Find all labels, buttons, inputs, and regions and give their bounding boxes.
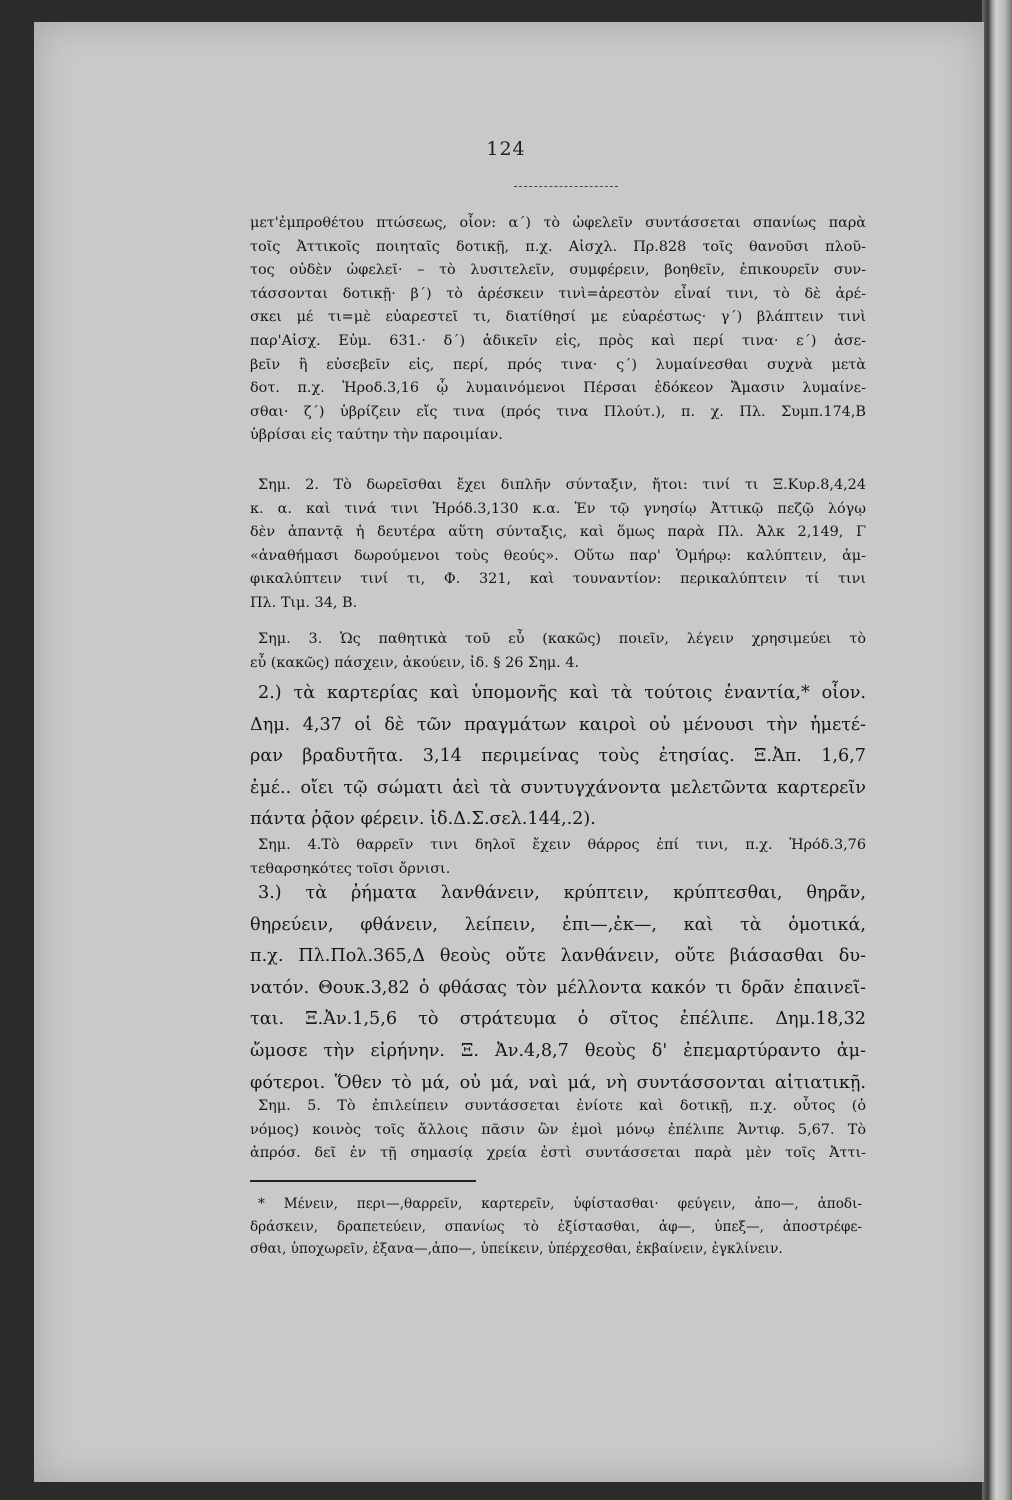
text-line: παρ'Αἰσχ. Εὐμ. 631.· δ΄) ἀδικεῖν εἰς, πρὸς καὶ περί τινα· ε΄) ἀσε-: [250, 332, 866, 349]
scan-edge: [982, 0, 1012, 1500]
text-line: ἐμέ.. οἴει τῷ σώματι ἀεὶ τὰ συντυγχάνοντα μελετῶντα καρτερεῖν: [250, 777, 866, 798]
text-line: Σημ. 5. Τὸ ἐπιλείπειν συντάσσεται ἐνίοτε καὶ δοτικῇ, π.χ. οὗτος (ὁ: [258, 1098, 866, 1114]
footnote-rule: [250, 1180, 476, 1182]
text-line: τάσσονται δοτικῇ· β΄) τὸ ἀρέσκειν τινὶ=ἀρεστὸν εἶναί τινι, τὸ δὲ ἀρέ-: [250, 285, 866, 302]
text-line: νατόν. Θουκ.3,82 ὁ φθάσας τὸν μέλλοντα κακόν τι δρᾶν ἐπαινεῖ-: [250, 977, 866, 998]
text-line: Σημ. 3. Ὡς παθητικὰ τοῦ εὖ (κακῶς) ποιεῖν, λέγειν χρησιμεύει τὸ: [258, 631, 866, 647]
footnote: [250, 1193, 862, 1261]
text-line: 2.) τὰ καρτερίας καὶ ὑπομονῆς καὶ τὰ τούτοις ἐναντία,* οἷον.: [258, 683, 866, 703]
text-line: σκει μέ τι=μὲ εὐαρεστεῖ τι, διατίθησί με εὐαρέστως· γ΄) βλάπτειν τινὶ: [250, 309, 866, 326]
text-line: κ. α. καὶ τινά τινι Ἡρόδ.3,130 κ.α. Ἐν τῷ γνησίῳ Ἀττικῷ πεζῷ λόγῳ: [250, 500, 866, 517]
text-line: ἀπρόσ. δεῖ ἐν τῇ σημασίᾳ χρεία ἐστὶ συντάσσεται παρὰ μὲν τοῖς Ἀττι-: [250, 1145, 866, 1162]
text-line: τοῖς Ἀττικοῖς ποιηταῖς δοτικῇ, π.χ. Αἰσχλ. Πρ.828 τοῖς θανοῦσι πλοῦ-: [250, 238, 866, 255]
paragraph-intro: [250, 212, 866, 448]
text-line: βεῖν ἢ εὐσεβεῖν εἰς, περί, πρός τινα· ς΄) λυμαίνεσθαι συχνὰ μετὰ: [250, 356, 866, 373]
text-line: τεθαρσηκότες τοῖσι ὄρνισι.: [250, 860, 451, 877]
text-line: δοτ. π.χ. Ἡροδ.3,16 ᾧ λυμαινόμενοι Πέρσαι ἐδόκεον Ἄμασιν λυμαίνε-: [250, 380, 866, 397]
text-line: ὤμοσε τὴν εἰρήνην. Ξ. Ἀν.4,8,7 θεοὺς δ' ἐπεμαρτύραντο ἀμ-: [250, 1040, 866, 1061]
text-line: σθαι· ζ΄) ὑβρίζειν εἴς τινα (πρός τινα Πλούτ.), π. χ. Πλ. Συμπ.174,Β: [250, 403, 866, 420]
text-line: Σημ. 4.Τὸ θαρρεῖν τινι δηλοῖ ἔχειν θάρρος ἐπί τινι, π.χ. Ἡρόδ.3,76: [258, 837, 866, 853]
page-number: 124: [486, 138, 526, 160]
footnote-line: σθαι, ὑποχωρεῖν, ἐξανα—,ἀπο—, ὑπείκειν, ὑπέρχεσθαι, ἐκβαίνειν, ἐγκλίνειν.: [250, 1241, 783, 1257]
text-line: «ἀναθήμασι δωρούμενοι τοὺς θεούς». Οὕτω παρ' Ὁμήρῳ: καλύπτειν, ἀμ-: [250, 547, 866, 564]
text-line: δὲν ἀπαντᾷ ἡ δευτέρα αὕτη σύνταξις, καὶ ὅμως παρὰ Πλ. Ἀλκ 2,149, Γ: [250, 524, 866, 541]
text-line: ραν βραδυτῆτα. 3,14 περιμείνας τοὺς ἐτησίας. Ξ.Ἀπ. 1,6,7: [250, 746, 866, 767]
text-line: θηρεύειν, φθάνειν, λείπειν, ἐπι—,ἐκ—, καὶ τὰ ὁμοτικά,: [250, 914, 866, 935]
section-2: [250, 678, 866, 836]
note-4: [250, 834, 866, 881]
text-line: Πλ. Τιμ. 34, Β.: [250, 594, 358, 611]
text-line: πάντα ῥᾷον φέρειν. ἰδ.Δ.Σ.σελ.144,.2).: [250, 809, 596, 830]
text-line: εὖ (κακῶς) πάσχειν, ἀκούειν, ἰδ. § 26 Σημ. 4.: [250, 654, 580, 671]
text-line: φικαλύπτειν τινί τι, Φ. 321, καὶ τουναντίον: περικαλύπτειν τί τινι: [250, 571, 866, 588]
text-line: Δημ. 4,37 οἱ δὲ τῶν πραγμάτων καιροὶ οὐ μένουσι τὴν ἡμετέ-: [250, 714, 866, 735]
note-3: [250, 628, 866, 675]
text-line: 3.) τὰ ῥήματα λανθάνειν, κρύπτειν, κρύπτεσθαι, θηρᾶν,: [258, 883, 866, 903]
section-3: [250, 878, 866, 1099]
footnote-line: δράσκειν, δραπετεύειν, σπανίως τὸ ἐξίστασθαι, ἀφ—, ὑπεξ—, ἀποστρέφε-: [250, 1218, 862, 1235]
page-number-rule: [514, 186, 618, 187]
text-line: φότεροι. Ὅθεν τὸ μά, οὐ μά, ναὶ μά, νὴ συντάσσονται αἰτιατικῇ.: [250, 1072, 866, 1093]
text-line: τος οὐδὲν ὠφελεῖ· – τὸ λυσιτελεῖν, συμφέρειν, βοηθεῖν, ἐπικουρεῖν συν-: [250, 262, 866, 279]
text-line: Σημ. 2. Τὸ δωρεῖσθαι ἔχει διπλῆν σύνταξιν, ἤτοι: τινί τι Ξ.Κυρ.8,4,24: [258, 477, 866, 493]
text-line: ται. Ξ.Ἀν.1,5,6 τὸ στράτευμα ὁ σῖτος ἐπέλιπε. Δημ.18,32: [250, 1009, 866, 1030]
note-2: [250, 474, 866, 616]
text-line: π.χ. Πλ.Πολ.365,Δ θεοὺς οὔτε λανθάνειν, οὔτε βιάσασθαι δυ-: [250, 946, 866, 967]
text-line: ὑβρίσαι εἰς ταύτην τὴν παροιμίαν.: [250, 427, 503, 444]
text-line: νόμος) κοινὸς τοῖς ἄλλοις πᾶσιν ὢν ἐμοὶ μόνῳ ἐπέλιπε Ἀντιφ. 5,67. Τὸ: [250, 1121, 866, 1138]
footnote-line: * Μένειν, περι—,θαρρεῖν, καρτερεῖν, ὑφίστασθαι· φεύγειν, ἀπο—, ἀποδι-: [258, 1196, 862, 1212]
note-5: [250, 1095, 866, 1166]
text-line: μετ'ἐμπροθέτου πτώσεως, οἷον: α΄) τὸ ὠφελεῖν συντάσσεται σπανίως παρὰ: [250, 215, 866, 231]
